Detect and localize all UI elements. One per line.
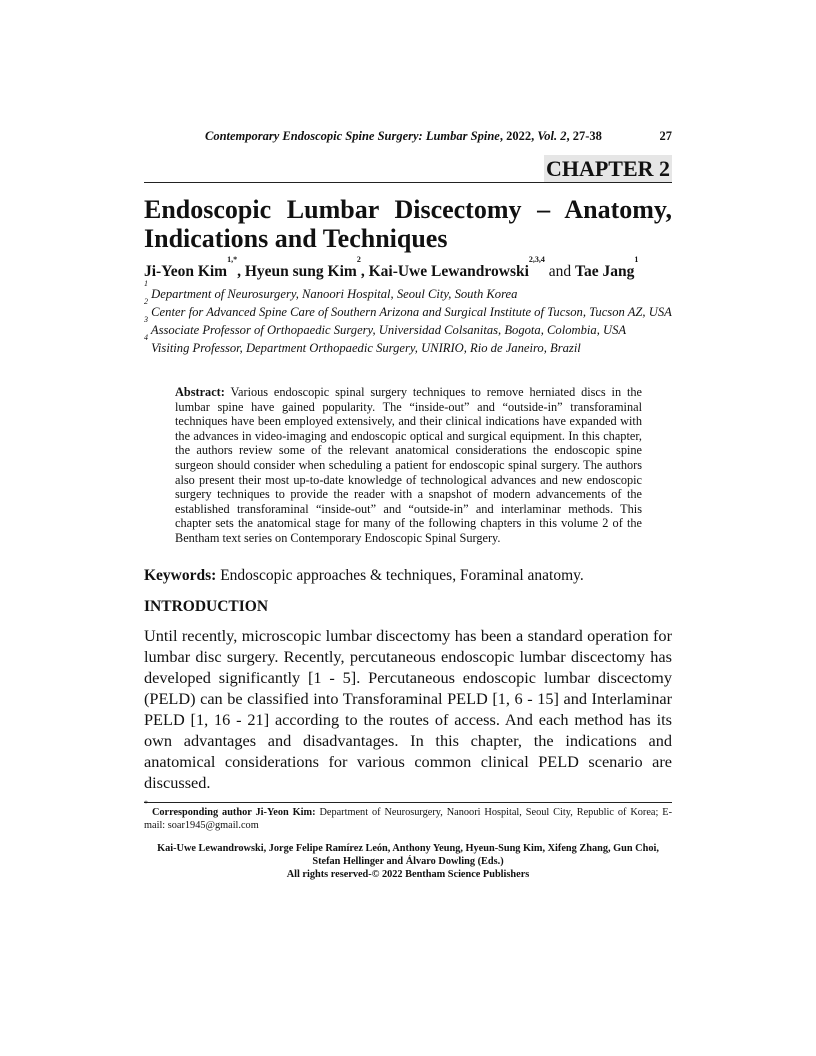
abstract-text: Various endoscopic spinal surgery techniques to remove herniated discs in the lumbar spine have gained popularity. The “inside-out” and “outside-in” transforaminal techniques have been employed extensively, and their clinical indications have expanded with the advances in video-imaging and endoscopic optical and surgical equipment. In this chapter, the authors review some of the relevant anatomical considerations the endoscopic spine surgeon should consider when scheduling a patient for endoscopic spinal surgery. The authors also present their most up-to-date knowledge of technological advances and new endoscopic surgery techniques to provide the reader with a snapshot of modern advancements of the established transforaminal “inside-out” and “outside-in” and interlaminar methods. This chapter sets the anatomical stage for many of the following chapters in this volume 2 of the Bentham text series on Contemporary Endoscopic Spinal Surgery. bbox=[175, 385, 642, 545]
affiliation-sup: 3 bbox=[144, 315, 148, 324]
abstract-label: Abstract: bbox=[175, 385, 225, 399]
keywords-label: Keywords: bbox=[144, 566, 217, 584]
affiliation bbox=[144, 297, 672, 320]
header-divider bbox=[144, 182, 672, 183]
title-line-2: Indications and Techniques bbox=[144, 224, 448, 253]
title-line-1: Endoscopic Lumbar Discectomy – Anatomy, bbox=[144, 195, 672, 224]
author-list bbox=[144, 255, 672, 281]
footnote-text: Department of Neurosurgery, Nanoori Hospital, Seoul City, Republic of Korea; E-mail: soar1945@gmail.com bbox=[144, 806, 673, 831]
affiliation-text: Associate Professor of Orthopaedic Surgery, Universidad Colsanitas, Bogota, Colombia, USA bbox=[150, 323, 627, 337]
chapter-label: CHAPTER 2 bbox=[545, 156, 670, 181]
page-body bbox=[144, 128, 672, 881]
chapter-row bbox=[144, 155, 672, 182]
corresponding-author-footnote bbox=[144, 798, 673, 832]
author-name: Ji-Yeon Kim bbox=[144, 263, 228, 280]
page-number: 27 bbox=[659, 129, 672, 143]
affiliations bbox=[144, 279, 672, 356]
editors-list: Kai-Uwe Lewandrowski, Jorge Felipe Ramírez León, Anthony Yeung, Hyeun-Sung Kim, Xifeng Zhang, Gun Choi, Stefan Hellinger and Álvaro Dowling (Eds.) bbox=[157, 842, 659, 867]
author-sup: 1 bbox=[634, 255, 639, 264]
editors-credit bbox=[144, 842, 672, 881]
journal-title: Contemporary Endoscopic Spine Surgery: Lumbar Spine bbox=[205, 129, 500, 143]
journal-volume: Vol. 2 bbox=[537, 129, 567, 143]
author-name: Hyeun sung Kim bbox=[244, 263, 357, 280]
running-header bbox=[144, 128, 672, 144]
author-name: Kai-Uwe Lewandrowski bbox=[368, 263, 529, 280]
journal-pages: , 27-38 bbox=[566, 129, 602, 143]
affiliation bbox=[144, 315, 672, 338]
keywords bbox=[144, 566, 672, 585]
affiliation-sup: 1 bbox=[144, 279, 148, 288]
keywords-text: Endoscopic approaches & techniques, Foraminal anatomy. bbox=[220, 566, 584, 584]
journal-year: , 2022, bbox=[499, 129, 538, 143]
affiliation-sup: 4 bbox=[144, 333, 148, 342]
affiliation-text: Center for Advanced Spine Care of Southern Arizona and Surgical Institute of Tucson, Tucson AZ, USA bbox=[151, 305, 672, 319]
affiliation-text: Visiting Professor, Department Orthopaedic Surgery, UNIRIO, Rio de Janeiro, Brazil bbox=[151, 341, 581, 355]
journal-citation bbox=[205, 128, 602, 144]
affiliation-sup: 2 bbox=[144, 297, 148, 306]
author-name: Tae Jang bbox=[575, 263, 635, 280]
separator: , bbox=[360, 263, 369, 280]
author-sup: 1,* bbox=[227, 255, 238, 264]
introduction-paragraph: Until recently, microscopic lumbar discectomy has been a standard operation for lumbar disc surgery. Recently, percutaneous endoscopic lumbar discectomy has developed significantly [1 - 5]. Percutaneous endoscopic lumbar discectomy (PELD) can be classified into Transforaminal PELD [1, 6 - 15] and Interlaminar PELD [1, 16 - 21] according to the routes of access. And each method has its own advantages and disadvantages. In this chapter, the indications and anatomical considerations for various common clinical PELD scenario are discussed. bbox=[144, 625, 672, 792]
copyright-notice: All rights reserved-© 2022 Bentham Science Publishers bbox=[286, 868, 530, 880]
affiliation bbox=[144, 279, 672, 302]
section-heading: INTRODUCTION bbox=[144, 597, 269, 615]
separator: , bbox=[237, 263, 245, 280]
separator: and bbox=[544, 263, 576, 280]
affiliation bbox=[144, 333, 672, 356]
chapter-title bbox=[144, 195, 672, 253]
footnote-divider bbox=[144, 802, 672, 803]
author-sup: 2,3,4 bbox=[528, 255, 545, 264]
author-sup: 2 bbox=[356, 255, 361, 264]
footnote-label: Corresponding author Ji-Yeon Kim: bbox=[151, 806, 316, 818]
footnote-sup: * bbox=[144, 798, 148, 808]
abstract bbox=[175, 385, 642, 546]
affiliation-text: Department of Neurosurgery, Nanoori Hospital, Seoul City, South Korea bbox=[151, 287, 518, 301]
